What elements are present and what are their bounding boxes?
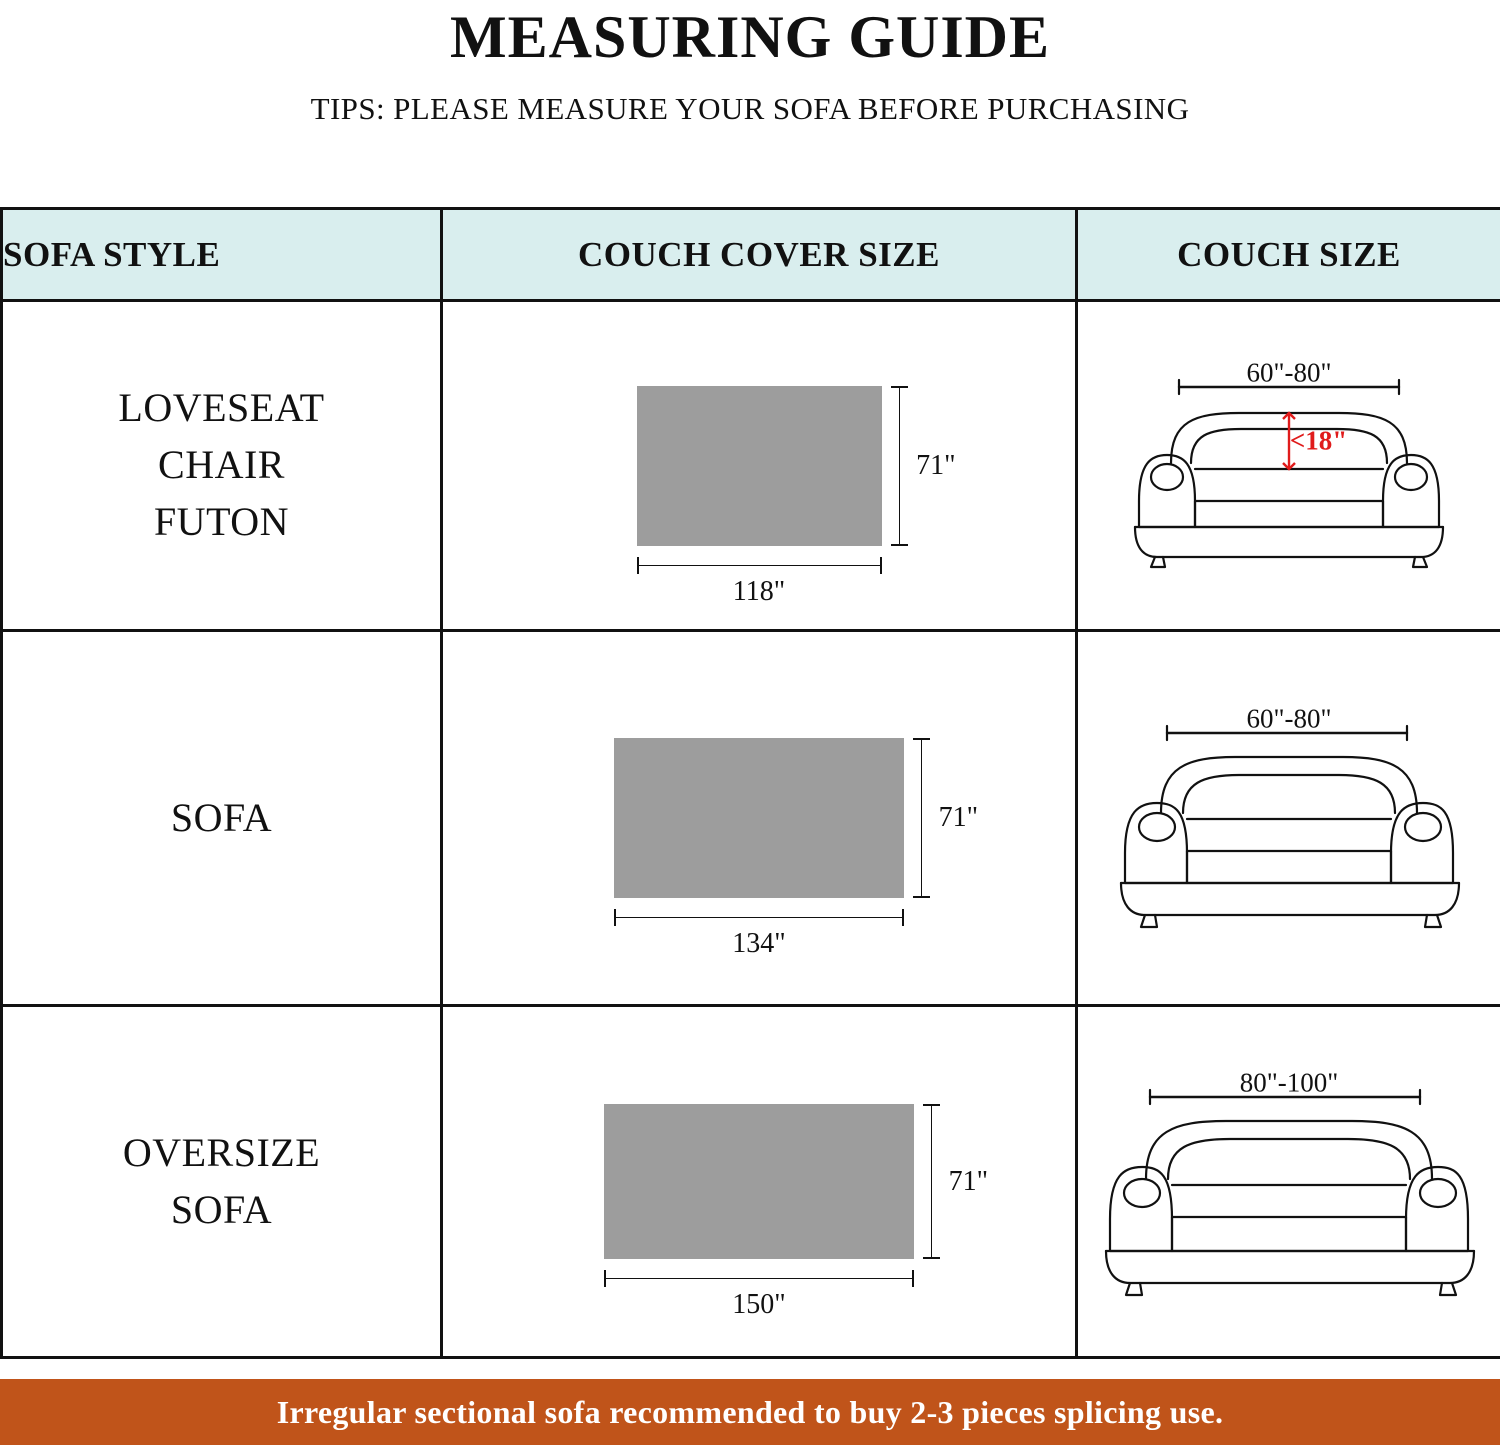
sofa-style-label-line: SOFA xyxy=(3,790,440,847)
column-header-couch-size: COUCH SIZE xyxy=(1077,209,1500,301)
cover-size-diagram xyxy=(604,1104,914,1259)
page-subtitle: TIPS: PLEASE MEASURE YOUR SOFA BEFORE PURCHASING xyxy=(0,91,1500,127)
table-row xyxy=(2,1006,1500,1358)
cover-width-label: 134" xyxy=(732,928,785,960)
cover-height-label: 71" xyxy=(939,802,978,834)
sofa-style-label-line: CHAIR xyxy=(3,437,440,494)
cover-swatch xyxy=(604,1104,914,1259)
table-row xyxy=(2,631,1500,1006)
cover-size-diagram xyxy=(614,738,904,898)
table-row xyxy=(2,301,1500,631)
sofa-style-cell xyxy=(2,1006,442,1358)
sofa-style-cell xyxy=(2,631,442,1006)
couch-cover-size-cell xyxy=(442,631,1077,1006)
cover-width-dimension-line xyxy=(637,565,882,566)
measuring-guide-page xyxy=(0,6,1500,1453)
cover-height-label: 71" xyxy=(949,1166,988,1198)
sofa-style-cell xyxy=(2,301,442,631)
cover-width-label: 118" xyxy=(733,576,785,608)
sofa-style-label-line: SOFA xyxy=(3,1182,440,1239)
couch-size-cell xyxy=(1077,631,1500,1006)
couch-depth-label: <18" xyxy=(1290,425,1347,456)
couch-width-label: 60"-80" xyxy=(1246,704,1331,735)
cover-width-label: 150" xyxy=(732,1289,785,1321)
column-header-couch-cover-size: COUCH COVER SIZE xyxy=(442,209,1077,301)
measuring-table xyxy=(0,207,1500,1359)
cover-height-dimension-line xyxy=(931,1104,932,1259)
page-title: MEASURING GUIDE xyxy=(0,6,1500,69)
couch-width-label: 80"-100" xyxy=(1240,1067,1339,1098)
sofa-style-label-line: LOVESEAT xyxy=(3,380,440,437)
cover-height-dimension-line xyxy=(921,738,922,898)
column-header-sofa-style: SOFA STYLE xyxy=(2,209,442,301)
couch-cover-size-cell xyxy=(442,301,1077,631)
couch-cover-size-cell xyxy=(442,1006,1077,1358)
cover-swatch xyxy=(614,738,904,898)
couch-width-label: 60"-80" xyxy=(1246,357,1331,388)
sofa-style-label-line: FUTON xyxy=(3,494,440,551)
cover-height-label: 71" xyxy=(916,450,955,482)
footer-banner xyxy=(0,1379,1500,1445)
sofa-style-label-line: OVERSIZE xyxy=(3,1125,440,1182)
cover-size-diagram xyxy=(637,386,882,546)
table-header-row xyxy=(2,209,1500,301)
couch-size-cell xyxy=(1077,301,1500,631)
couch-size-cell xyxy=(1077,1006,1500,1358)
cover-width-dimension-line xyxy=(604,1278,914,1279)
cover-width-dimension-line xyxy=(614,917,904,918)
cover-swatch xyxy=(637,386,882,546)
footer-note: Irregular sectional sofa recommended to buy 2-3 pieces splicing use. xyxy=(277,1394,1224,1431)
cover-height-dimension-line xyxy=(899,386,900,546)
